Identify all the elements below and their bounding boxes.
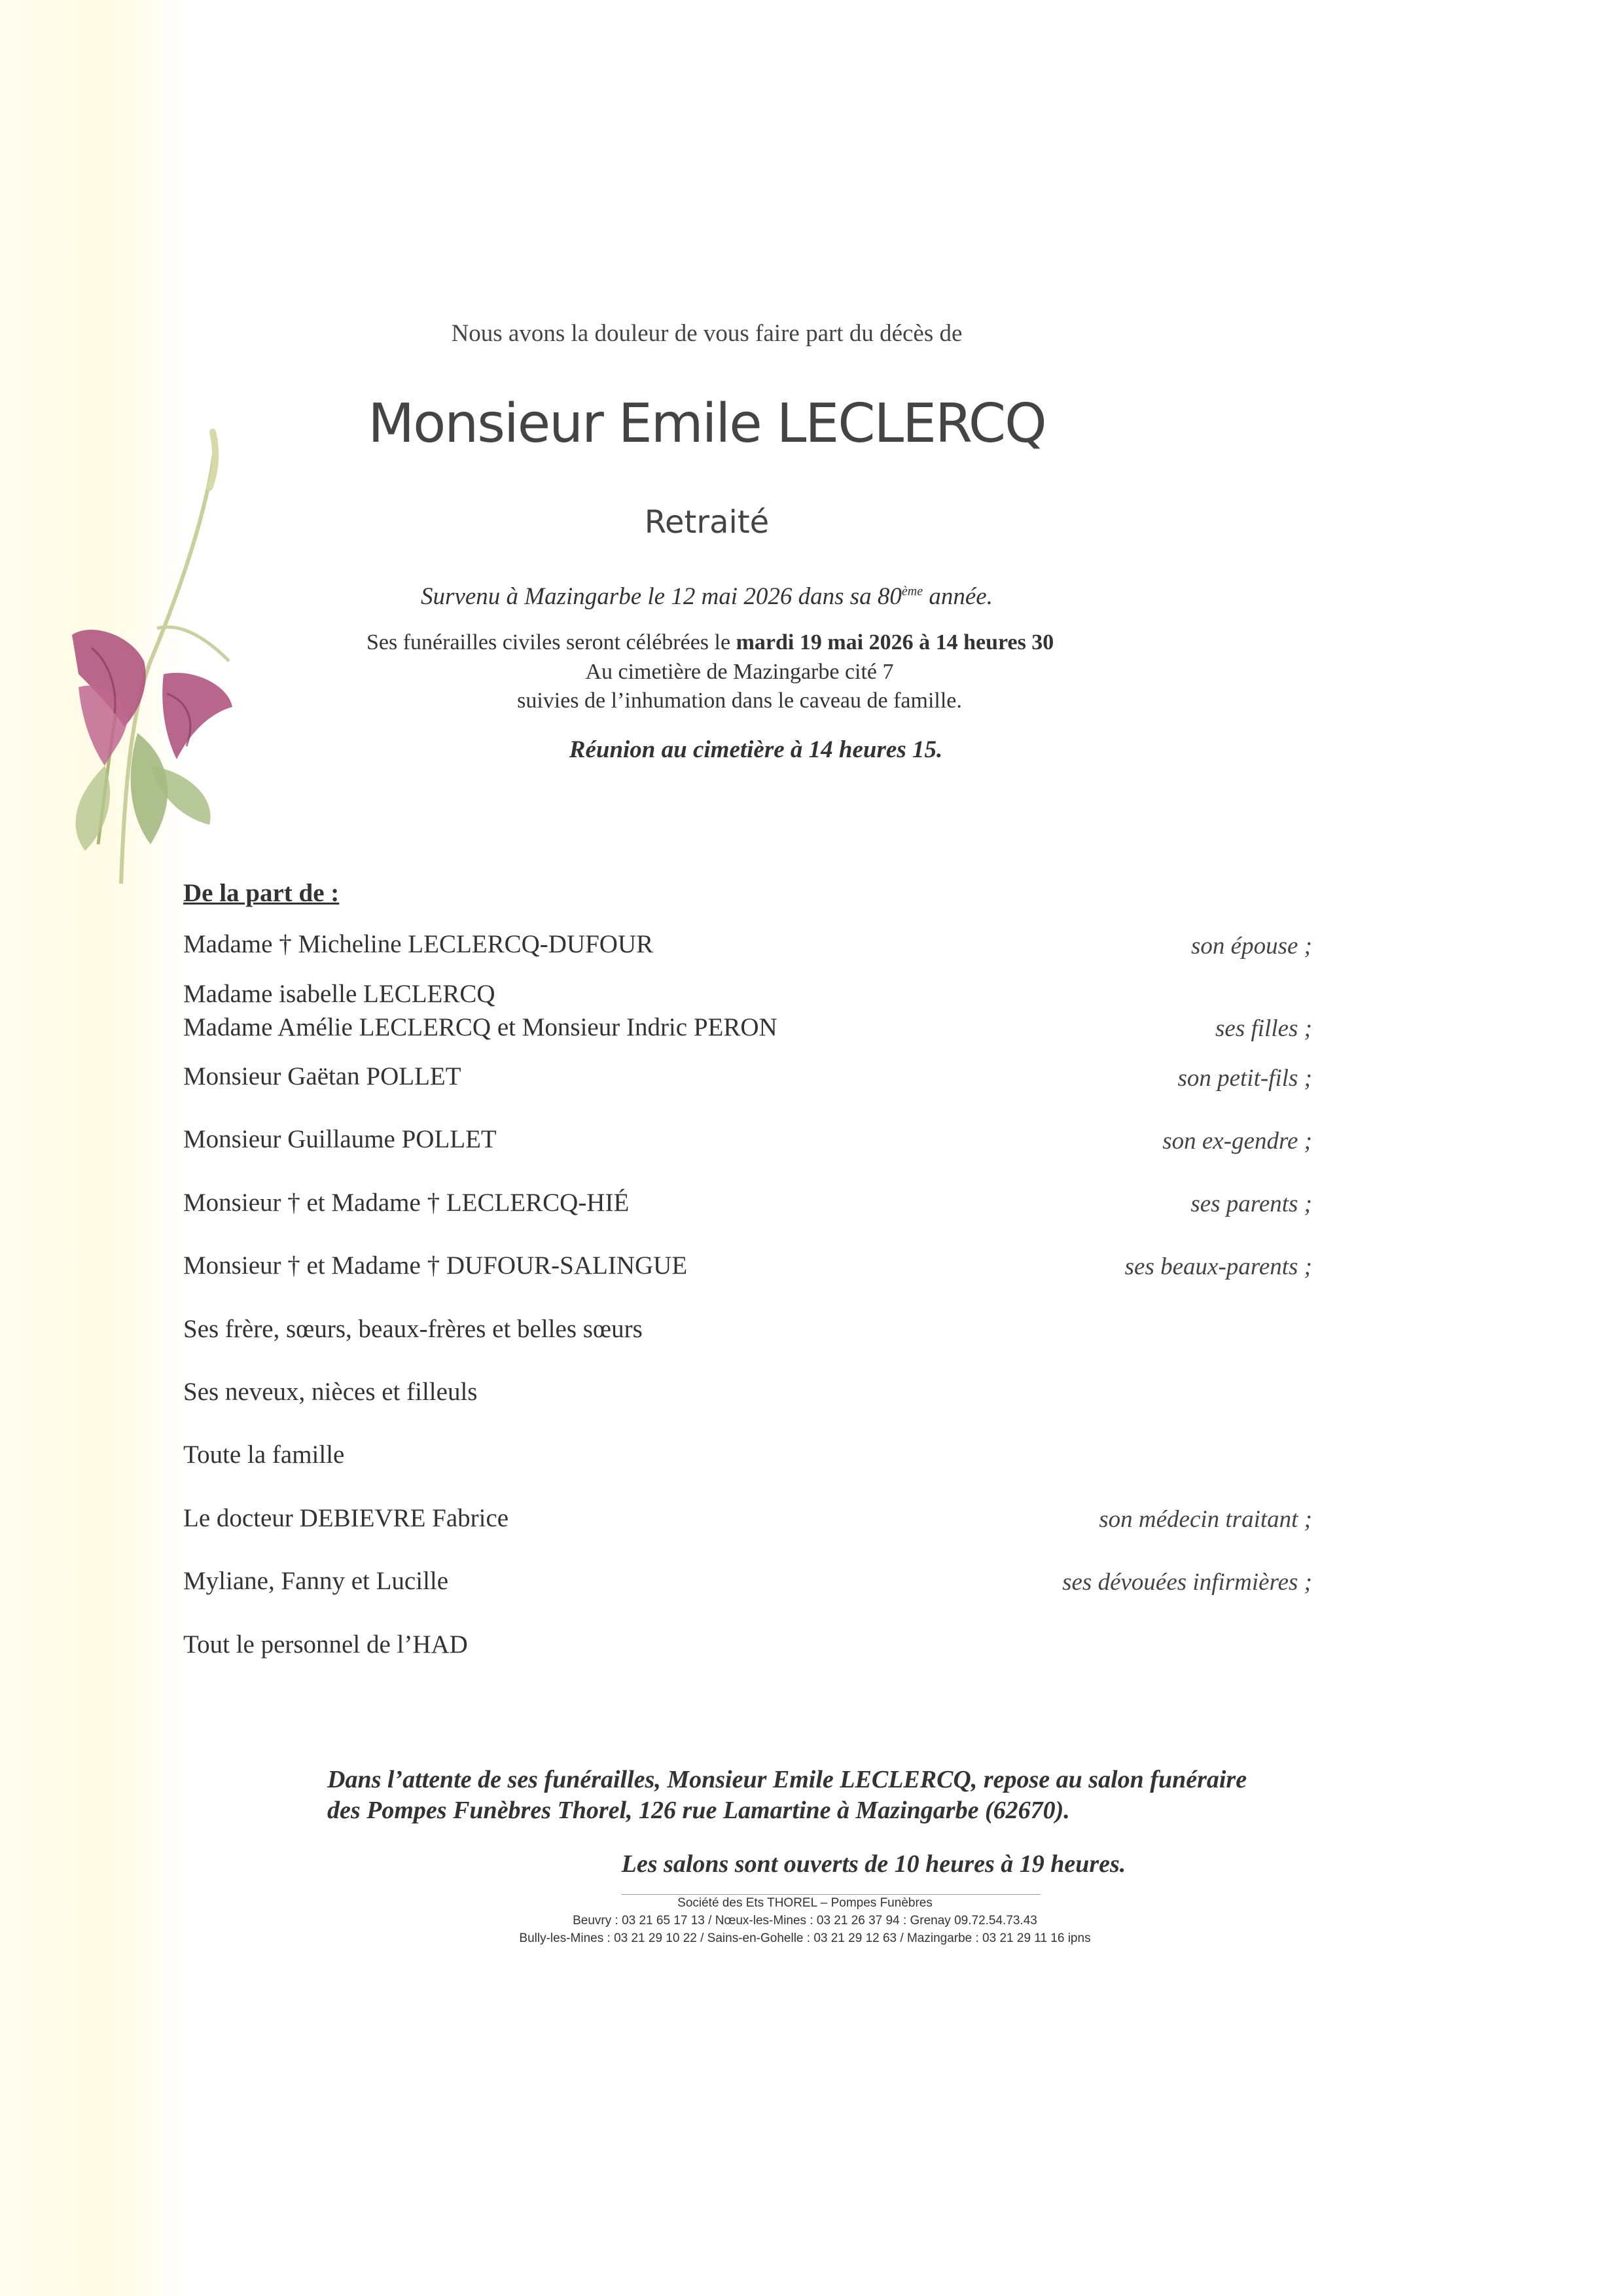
family-relation: son ex-gendre ; xyxy=(1162,1128,1312,1155)
funeral-text: Ses funérailles civiles seront célébrées le xyxy=(366,630,736,655)
family-relation: ses filles ; xyxy=(1215,1015,1312,1042)
family-name: Madame isabelle LECLERCQ xyxy=(183,980,495,1008)
death-notice-end: année. xyxy=(923,583,993,610)
family-name: Ses neveux, nièces et filleuls xyxy=(183,1378,478,1406)
footer-company: Société des Ets THOREL – Pompes Funèbres xyxy=(677,1896,933,1910)
funeral-line xyxy=(366,630,1054,655)
family-heading: De la part de : xyxy=(183,879,340,907)
deceased-occupation: Retraité xyxy=(644,504,770,541)
footer-divider xyxy=(622,1894,1041,1895)
family-relation: ses parents ; xyxy=(1190,1191,1312,1217)
opening-hours: Les salons sont ouverts de 10 heures à 19 heures. xyxy=(621,1850,1126,1878)
family-name: Toute la famille xyxy=(183,1441,345,1469)
deceased-name: Monsieur Emile LECLERCQ xyxy=(368,393,1046,455)
funeral-datetime: mardi 19 mai 2026 à 14 heures 30 xyxy=(736,630,1054,655)
family-name: Le docteur DEBIEVRE Fabrice xyxy=(183,1504,509,1532)
family-name: Monsieur Gaëtan POLLET xyxy=(183,1062,461,1090)
burial-line: suivies de l’inhumation dans le caveau de famille. xyxy=(517,689,962,713)
family-name: Madame Amélie LECLERCQ et Monsieur Indric PERON xyxy=(183,1013,777,1041)
family-name: Madame † Micheline LECLERCQ-DUFOUR xyxy=(183,930,654,958)
family-name: Myliane, Fanny et Lucille xyxy=(183,1567,449,1595)
family-relation: ses dévouées infirmières ; xyxy=(1062,1569,1312,1596)
family-name: Tout le personnel de l’HAD xyxy=(183,1630,468,1659)
family-relation: son épouse ; xyxy=(1191,933,1312,960)
footer-phones-2: Bully-les-Mines : 03 21 29 10 22 / Sains-en-Gohelle : 03 21 29 12 63 / Mazingarbe : 03 21 29 11 16 ipns xyxy=(519,1931,1091,1945)
closing-line-2: des Pompes Funèbres Thorel, 126 rue Lamartine à Mazingarbe (62670). xyxy=(327,1797,1070,1824)
family-name: Ses frère, sœurs, beaux-frères et belles sœurs xyxy=(183,1315,643,1343)
death-notice xyxy=(0,583,1414,611)
family-relation: son petit-fils ; xyxy=(1177,1065,1312,1092)
family-name: Monsieur Guillaume POLLET xyxy=(183,1125,497,1153)
family-name: Monsieur † et Madame † LECLERCQ-HIÉ xyxy=(183,1189,630,1217)
footer-phones-1: Beuvry : 03 21 65 17 13 / Nœux-les-Mines : 03 21 26 37 94 : Grenay 09.72.54.73.43 xyxy=(573,1914,1037,1928)
closing-line-1: Dans l’attente de ses funérailles, Monsieur Emile LECLERCQ, repose au salon funéraire xyxy=(327,1766,1247,1793)
meeting-line: Réunion au cimetière à 14 heures 15. xyxy=(569,736,943,763)
intro-line: Nous avons la douleur de vous faire part du décès de xyxy=(451,320,963,347)
family-name: Monsieur † et Madame † DUFOUR-SALINGUE xyxy=(183,1251,688,1280)
funeral-place: Au cimetière de Mazingarbe cité 7 xyxy=(585,660,894,684)
ordinal-suffix: ème xyxy=(901,584,923,599)
death-notice-text: Survenu à Mazingarbe le 12 mai 2026 dans sa 80 xyxy=(421,583,902,610)
family-relation: ses beaux-parents ; xyxy=(1124,1253,1312,1280)
family-relation: son médecin traitant ; xyxy=(1099,1506,1312,1533)
